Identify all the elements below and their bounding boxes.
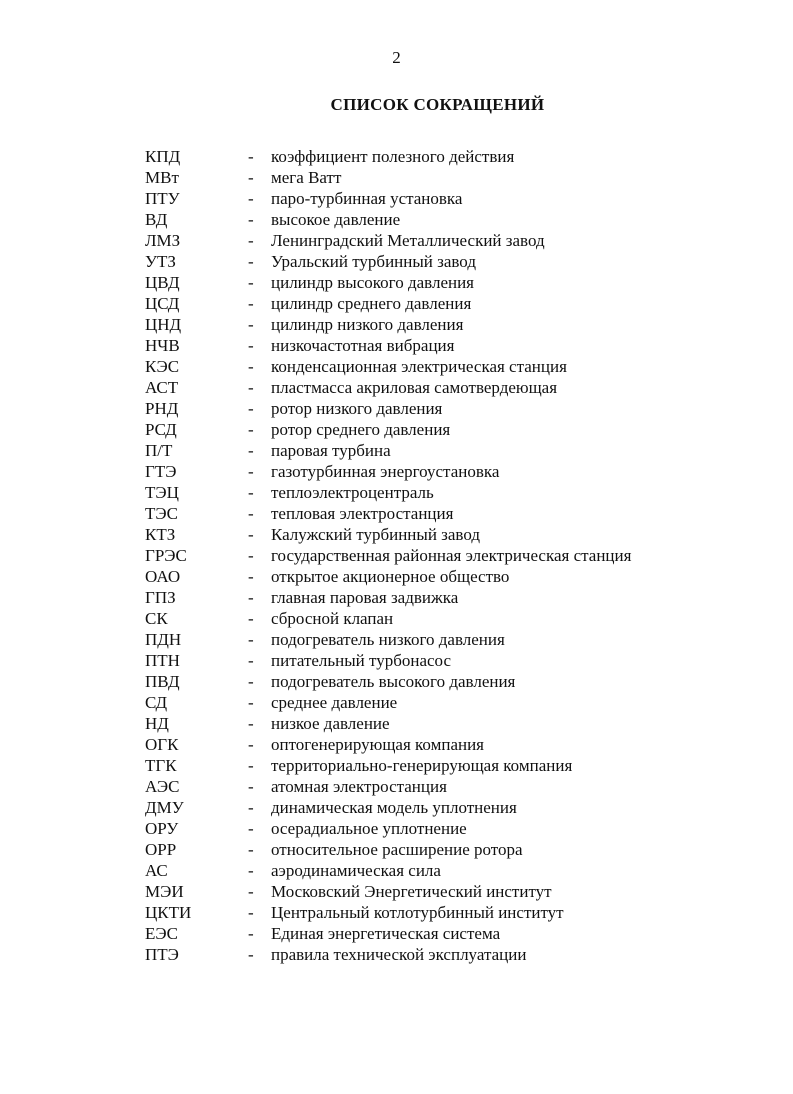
- abbreviation-dash: -: [248, 420, 254, 439]
- abbreviation-definition: конденсационная электрическая станция: [271, 357, 567, 376]
- abbreviation-row: [0, 860, 793, 881]
- abbreviation-definition: главная паровая задвижка: [271, 588, 459, 607]
- abbreviation-definition: открытое акционерное общество: [271, 567, 510, 586]
- abbreviation-term: НЧВ: [145, 336, 180, 355]
- abbreviation-dash: -: [248, 168, 254, 187]
- abbreviation-definition: динамическая модель уплотнения: [271, 798, 517, 817]
- abbreviation-list: [0, 146, 793, 965]
- abbreviation-term: ЦВД: [145, 273, 180, 292]
- abbreviation-term: ТЭС: [145, 504, 178, 523]
- abbreviation-term: ОРУ: [145, 819, 179, 838]
- abbreviation-row: [0, 230, 793, 251]
- abbreviation-term: СД: [145, 693, 168, 712]
- abbreviation-dash: -: [248, 231, 254, 250]
- abbreviation-dash: -: [248, 147, 254, 166]
- abbreviation-row: [0, 671, 793, 692]
- abbreviation-dash: -: [248, 756, 254, 775]
- abbreviation-row: [0, 188, 793, 209]
- abbreviation-definition: ротор среднего давления: [271, 420, 451, 439]
- abbreviation-definition: подогреватель низкого давления: [271, 630, 505, 649]
- abbreviation-term: АСТ: [145, 378, 179, 397]
- abbreviation-definition: цилиндр высокого давления: [271, 273, 475, 292]
- abbreviation-term: ПДН: [145, 630, 182, 649]
- abbreviation-row: [0, 398, 793, 419]
- abbreviation-row: [0, 776, 793, 797]
- abbreviation-row: [0, 944, 793, 965]
- abbreviation-row: [0, 272, 793, 293]
- abbreviation-row: [0, 881, 793, 902]
- abbreviation-definition: Ленинградский Металлический завод: [271, 231, 545, 250]
- abbreviation-dash: -: [248, 504, 254, 523]
- abbreviation-term: НД: [145, 714, 169, 733]
- abbreviation-definition: среднее давление: [271, 693, 398, 712]
- abbreviation-dash: -: [248, 462, 254, 481]
- abbreviation-dash: -: [248, 546, 254, 565]
- abbreviation-term: П/Т: [145, 441, 173, 460]
- abbreviation-term: ПТЭ: [145, 945, 179, 964]
- abbreviation-term: ЦСД: [145, 294, 180, 313]
- abbreviation-definition: атомная электростанция: [271, 777, 447, 796]
- abbreviation-dash: -: [248, 378, 254, 397]
- abbreviation-dash: -: [248, 273, 254, 292]
- abbreviation-row: [0, 566, 793, 587]
- abbreviation-definition: тепловая электростанция: [271, 504, 454, 523]
- abbreviation-row: [0, 629, 793, 650]
- abbreviation-definition: пластмасса акриловая самотвердеющая: [271, 378, 558, 397]
- abbreviation-dash: -: [248, 483, 254, 502]
- abbreviation-term: ОАО: [145, 567, 181, 586]
- abbreviation-row: [0, 293, 793, 314]
- abbreviation-definition: низкочастотная вибрация: [271, 336, 455, 355]
- abbreviation-definition: Центральный котлотурбинный институт: [271, 903, 564, 922]
- abbreviation-definition: высокое давление: [271, 210, 401, 229]
- abbreviation-dash: -: [248, 525, 254, 544]
- abbreviation-definition: цилиндр низкого давления: [271, 315, 464, 334]
- abbreviation-row: [0, 461, 793, 482]
- abbreviation-term: ПТУ: [145, 189, 180, 208]
- abbreviation-term: ГПЗ: [145, 588, 176, 607]
- abbreviation-row: [0, 146, 793, 167]
- abbreviation-term: ВД: [145, 210, 168, 229]
- abbreviation-row: [0, 923, 793, 944]
- abbreviation-term: ЛМЗ: [145, 231, 181, 250]
- abbreviation-row: [0, 650, 793, 671]
- abbreviation-term: ГТЭ: [145, 462, 177, 481]
- abbreviation-term: ПВД: [145, 672, 180, 691]
- abbreviation-dash: -: [248, 861, 254, 880]
- abbreviation-row: [0, 734, 793, 755]
- abbreviation-term: ТГК: [145, 756, 177, 775]
- abbreviation-dash: -: [248, 399, 254, 418]
- abbreviation-row: [0, 377, 793, 398]
- abbreviation-definition: Единая энергетическая система: [271, 924, 501, 943]
- abbreviation-term: СК: [145, 609, 168, 628]
- abbreviation-term: КЭС: [145, 357, 180, 376]
- abbreviation-dash: -: [248, 924, 254, 943]
- abbreviation-dash: -: [248, 210, 254, 229]
- abbreviation-definition: территориально-генерирующая компания: [271, 756, 573, 775]
- abbreviation-definition: правила технической эксплуатации: [271, 945, 527, 964]
- abbreviation-row: [0, 440, 793, 461]
- abbreviation-definition: паро-турбинная установка: [271, 189, 463, 208]
- abbreviation-term: КПД: [145, 147, 181, 166]
- abbreviation-row: [0, 797, 793, 818]
- abbreviation-row: [0, 818, 793, 839]
- abbreviation-definition: осерадиальное уплотнение: [271, 819, 467, 838]
- abbreviation-dash: -: [248, 357, 254, 376]
- abbreviation-dash: -: [248, 567, 254, 586]
- abbreviation-term: МВт: [145, 168, 179, 187]
- abbreviation-row: [0, 503, 793, 524]
- abbreviation-dash: -: [248, 777, 254, 796]
- abbreviation-row: [0, 335, 793, 356]
- abbreviation-definition: Московский Энергетический институт: [271, 882, 552, 901]
- abbreviation-dash: -: [248, 903, 254, 922]
- abbreviation-row: [0, 545, 793, 566]
- abbreviation-term: ОРР: [145, 840, 177, 859]
- abbreviation-dash: -: [248, 735, 254, 754]
- abbreviation-definition: цилиндр среднего давления: [271, 294, 472, 313]
- abbreviation-dash: -: [248, 189, 254, 208]
- abbreviation-term: ТЭЦ: [145, 483, 179, 502]
- abbreviation-term: ОГК: [145, 735, 179, 754]
- abbreviation-definition: теплоэлектроцентраль: [271, 483, 434, 502]
- abbreviation-row: [0, 251, 793, 272]
- abbreviation-dash: -: [248, 651, 254, 670]
- abbreviation-dash: -: [248, 441, 254, 460]
- abbreviation-dash: -: [248, 945, 254, 964]
- abbreviation-row: [0, 419, 793, 440]
- abbreviation-definition: низкое давление: [271, 714, 390, 733]
- abbreviation-term: РСД: [145, 420, 177, 439]
- abbreviation-dash: -: [248, 819, 254, 838]
- abbreviation-definition: паровая турбина: [271, 441, 391, 460]
- abbreviation-term: ЦНД: [145, 315, 182, 334]
- abbreviation-term: РНД: [145, 399, 179, 418]
- abbreviation-row: [0, 587, 793, 608]
- abbreviation-definition: государственная районная электрическая станция: [271, 546, 632, 565]
- abbreviation-dash: -: [248, 630, 254, 649]
- abbreviation-row: [0, 713, 793, 734]
- abbreviation-dash: -: [248, 609, 254, 628]
- page-number: 2: [392, 48, 401, 67]
- abbreviation-dash: -: [248, 588, 254, 607]
- abbreviation-row: [0, 902, 793, 923]
- abbreviation-dash: -: [248, 315, 254, 334]
- abbreviation-term: ЦКТИ: [145, 903, 192, 922]
- abbreviation-definition: Уральский турбинный завод: [271, 252, 476, 271]
- abbreviation-row: [0, 356, 793, 377]
- abbreviation-term: КТЗ: [145, 525, 176, 544]
- abbreviation-term: ГРЭС: [145, 546, 187, 565]
- abbreviation-dash: -: [248, 693, 254, 712]
- abbreviation-row: [0, 755, 793, 776]
- abbreviation-row: [0, 167, 793, 188]
- abbreviation-dash: -: [248, 882, 254, 901]
- abbreviation-definition: подогреватель высокого давления: [271, 672, 516, 691]
- abbreviation-dash: -: [248, 714, 254, 733]
- abbreviation-term: ПТН: [145, 651, 180, 670]
- abbreviation-dash: -: [248, 294, 254, 313]
- abbreviation-definition: мега Ватт: [271, 168, 342, 187]
- abbreviation-term: АС: [145, 861, 168, 880]
- abbreviation-row: [0, 209, 793, 230]
- abbreviation-definition: Калужский турбинный завод: [271, 525, 481, 544]
- abbreviation-dash: -: [248, 798, 254, 817]
- abbreviation-definition: аэродинамическая сила: [271, 861, 441, 880]
- abbreviation-row: [0, 839, 793, 860]
- abbreviation-dash: -: [248, 840, 254, 859]
- page-title: СПИСОК СОКРАЩЕНИЙ: [330, 95, 545, 114]
- abbreviation-term: УТЗ: [145, 252, 176, 271]
- abbreviation-definition: коэффициент полезного действия: [271, 147, 515, 166]
- abbreviation-dash: -: [248, 252, 254, 271]
- abbreviation-row: [0, 524, 793, 545]
- abbreviation-definition: сбросной клапан: [271, 609, 394, 628]
- abbreviation-definition: ротор низкого давления: [271, 399, 443, 418]
- abbreviation-row: [0, 482, 793, 503]
- abbreviation-term: ДМУ: [145, 798, 184, 817]
- abbreviation-row: [0, 692, 793, 713]
- abbreviation-term: МЭИ: [145, 882, 184, 901]
- abbreviation-row: [0, 608, 793, 629]
- abbreviation-dash: -: [248, 672, 254, 691]
- abbreviation-row: [0, 314, 793, 335]
- abbreviation-definition: питательный турбонасос: [271, 651, 452, 670]
- abbreviation-definition: газотурбинная энергоустановка: [271, 462, 500, 481]
- abbreviation-definition: относительное расширение ротора: [271, 840, 523, 859]
- abbreviation-term: ЕЭС: [145, 924, 178, 943]
- abbreviation-definition: оптогенерирующая компания: [271, 735, 485, 754]
- abbreviation-dash: -: [248, 336, 254, 355]
- abbreviation-term: АЭС: [145, 777, 180, 796]
